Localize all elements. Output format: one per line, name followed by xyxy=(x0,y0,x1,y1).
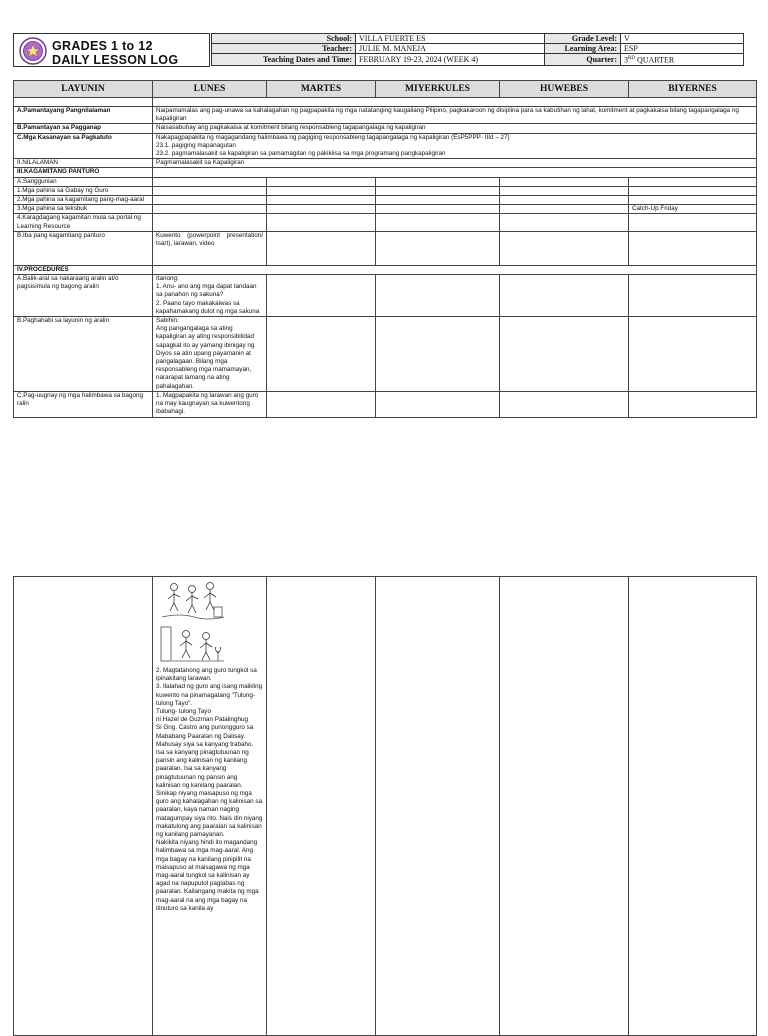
label-nilalaman: II.NILALAMAN xyxy=(14,159,153,168)
area-value: ESP xyxy=(621,44,744,54)
row-pamantayang-pangnilalaman xyxy=(14,107,757,124)
row-kasanayan xyxy=(14,133,757,159)
row-balik-aral xyxy=(14,275,757,317)
quarter-label: Quarter: xyxy=(545,54,621,66)
dates-label: Teaching Dates and Time: xyxy=(212,54,356,66)
row-teksbuk xyxy=(14,205,757,214)
row-nilalaman xyxy=(14,159,757,168)
row-karagdagang xyxy=(14,214,757,231)
lesson-log-table xyxy=(13,80,757,418)
quarter-word: QUARTER xyxy=(636,55,675,65)
story-text: 2. Magtatanong ang guro tungkol sa ipinakitang larawan. 3. Ilalahad ng guro ang isang maikling kuwento na pinamagatang "Tulung- tulong Tayo". Tulung- tulong Tayo ni Hazel de Guzman Patalinghug Si Gng. Castro ang punongguro sa Mababang Paaralan ng Dalisay. Mahusay siya sa kanyang trabaho. Isa sa kanyang pinagtutuunan ng pansin ang kalinisan ng kanilang paaralan. Isa sa kanyang pinagtutuunan ng pansin ang kalinisan ng kanilang paaralan. Sinikap niyang maisapuso ng mga guro ang kahalagahan ng kalinisan sa paaralan, kaya naman naging matagumpay siya rito. Nais din niyang makatulong ang paaralan sa kalinisan ng kanilang pamayanan. Nakikita niyang hindi ito magandang halimbawa sa mga mag-aaral. Ang mga bagay na kanilang pinipilit na maisapuso at maisagawa ng mga mag-aaral tungkol sa kalinisan ay agad na napuputol paglabas ng paaralan. Kailangang makita ng mga mag-aaral na ang mga bagay na itinuturo sa kanila ay xyxy=(156,667,263,912)
row-paguugnay xyxy=(14,391,757,417)
text-pamantayang-pangnilalaman: Naipamamalas ang pag-unawa sa kahalagahan ng pagpapakita ng mga natatanging kaugaliang Pilipino, pagkakaroon ng disiplina para sa kabutihan ng lahat, komitment at pagkakaisa bilang tagapangalaga ng kapaligiran xyxy=(153,107,757,124)
row-kagamitang-pang xyxy=(14,196,757,205)
quarter-value xyxy=(621,54,744,66)
quarter-number: 3 xyxy=(624,55,628,65)
label-iba-pang: B.Iba pang kagamitang panturo xyxy=(14,231,153,265)
title-line-2: DAILY LESSON LOG xyxy=(52,53,179,67)
col-martes: MARTES xyxy=(267,81,376,98)
label-gabay: 1.Mga pahina sa Gabay ng Guro xyxy=(14,186,153,195)
kasanayan-line-1: Nakapagpapakita ng magagandang halimbawa ng pagiging responsableng tagapangalaga ng kapaligiran (EsP5PPP- IIId – 27) xyxy=(156,133,510,141)
row-paghahabi xyxy=(14,317,757,392)
header xyxy=(13,33,755,67)
row-kagamitan xyxy=(14,168,757,177)
label-karagdagang: 4.Karagdagang kagamitan mula sa portal ng Learning Resource xyxy=(14,214,153,231)
text-kasanayan xyxy=(153,133,757,159)
dates-value: FEBRUARY 19-23, 2024 (WEEK 4) xyxy=(356,54,545,66)
label-kagamitang-pang: 2.Mga pahina sa kagamitang pang-mag-aaral xyxy=(14,196,153,205)
column-header-row xyxy=(14,81,757,98)
label-paghahabi: B.Paghahabi sa layunin ng aralin xyxy=(14,317,153,392)
title-block xyxy=(13,33,210,67)
label-kagamitan: III.KAGAMITANG PANTURO xyxy=(14,168,153,177)
text-pamantayan-pagganap: Naisasabuhay ang pagkakaisa at komitment bilang responsableng tagapangalaga ng kapaligiran xyxy=(153,124,757,133)
text-catch-up-friday: Catch-Up Friday xyxy=(629,205,757,214)
school-value: VILLA FUERTE ES xyxy=(356,34,545,44)
col-layunin: LAYUNIN xyxy=(14,81,153,98)
col-huwebes: HUWEBES xyxy=(500,81,629,98)
story-row xyxy=(14,577,757,1036)
text-balik-aral: Itanong: 1. Anu- ano ang mga dapat tandaan sa panahon ng sakuna? 2. Paano tayo makakaiwas sa kapahamakang dulot ng mga sakuna xyxy=(153,275,267,317)
label-kasanayan: C.Mga Kasanayan sa Pagkatuto xyxy=(14,133,153,159)
text-iba-pang: Kuwento (powerpoint presentation/ tsart), larawan, video xyxy=(153,231,267,265)
row-pamantayan-pagganap xyxy=(14,124,757,133)
kasanayan-line-3: 23.2. pagmamalasakit sa kapaligiran sa pamamagitan ng pakikiisa sa mga programang pangkapaligiran xyxy=(156,150,446,158)
col-biyernes: BIYERNES xyxy=(629,81,757,98)
kasanayan-line-2: 23.1. pagiging mapanagutan xyxy=(156,141,236,149)
info-table xyxy=(211,33,744,66)
label-teksbuk: 3.Mga pahina sa teksbuk xyxy=(14,205,153,214)
row-iba-pang xyxy=(14,231,757,265)
lesson-log-table-page-2 xyxy=(13,576,757,1036)
row-sanggunian xyxy=(14,177,757,186)
col-miyerkules: MIYERKULES xyxy=(376,81,500,98)
label-paguugnay: C.Pag-uugnay ng mga halimbawa sa bagong ralin xyxy=(14,391,153,417)
label-procedures: IV.PROCEDURES xyxy=(14,265,153,274)
label-sanggunian: A.Sanggunian xyxy=(14,177,153,186)
text-nilalaman: Pagmamalasakit sa Kapaligiran xyxy=(153,159,757,168)
area-label: Learning Area: xyxy=(545,44,621,54)
grade-label: Grade Level: xyxy=(545,34,621,44)
school-label: School: xyxy=(212,34,356,44)
deped-seal-icon xyxy=(19,37,47,65)
col-lunes: LUNES xyxy=(153,81,267,98)
text-paghahabi: Sabihin: Ang pangangalaga sa ating kapaligiran ay ating responsibilidad sapagkat ito ay yamang ibinigay ng Diyos sa atin upang payamanin at pangalagaan. Bilang mga responsableng mga mamamayan, nararapat lamang na ating pahalagahan. xyxy=(153,317,267,392)
label-pamantayan-pagganap: B.Pamantayan sa Pagganap xyxy=(14,124,153,133)
label-pamantayang-pangnilalaman: A.Pamantayang Pangnilalaman xyxy=(14,107,153,124)
teacher-value: JULIE M. MANEJA xyxy=(356,44,545,54)
row-gabay xyxy=(14,186,757,195)
story-cell xyxy=(153,577,267,1036)
teacher-label: Teacher: xyxy=(212,44,356,54)
children-cleaning-illustration-icon xyxy=(160,579,226,623)
children-planting-illustration-icon xyxy=(160,625,226,665)
row-procedures xyxy=(14,265,757,274)
title-line-1: GRADES 1 to 12 xyxy=(52,39,153,53)
spacer-row xyxy=(14,98,757,107)
quarter-suffix: RD xyxy=(628,56,635,61)
text-paguugnay: 1. Magpapakita ng larawan ang guro na may kaugnayan sa kuwentong ibabahagi. xyxy=(153,391,267,417)
grade-value: V xyxy=(621,34,744,44)
label-balik-aral: A.Balik-aral sa nakaraang aralin at/o pagsisimula ng bagong aralin xyxy=(14,275,153,317)
